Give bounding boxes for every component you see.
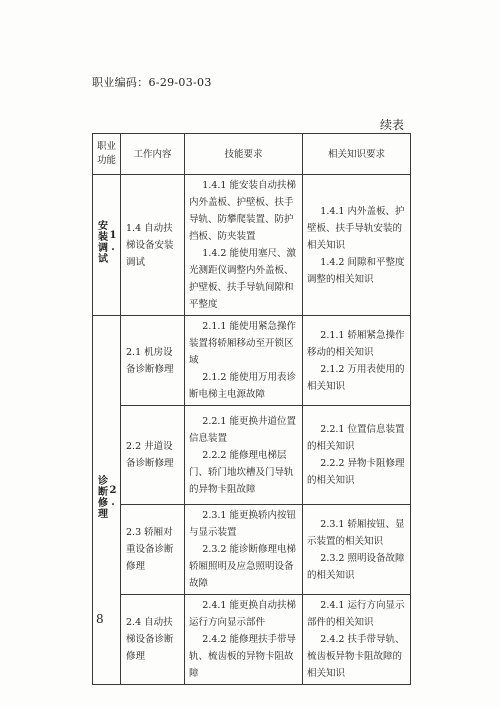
knowledge-cell bbox=[303, 505, 411, 595]
knowledge-item: 2.2.1 位置信息装置的相关知识 bbox=[307, 424, 405, 452]
header-skill-requirements: 技能要求 bbox=[185, 134, 303, 175]
knowledge-cell bbox=[303, 595, 411, 685]
knowledge-item: 2.3.1 轿厢按钮、显示装置的相关知识 bbox=[307, 518, 405, 547]
skill-item: 2.1.1 能使用紧急操作装置将轿厢移动至开锁区域 bbox=[189, 321, 296, 366]
skill-item: 2.3.2 能诊断修理电梯轿厢照明及应急照明设备故障 bbox=[189, 544, 296, 589]
knowledge-cell bbox=[303, 406, 411, 505]
knowledge-item: 1.4.1 内外盖板、护壁板、扶手导轨安装的相关知识 bbox=[307, 205, 405, 251]
knowledge-cell bbox=[303, 175, 411, 316]
continued-label: 续表 bbox=[379, 118, 404, 132]
skill-item: 1.4.2 能使用塞尺、激光测距仪调整内外盖板、护壁板、扶手导轨间隙和平整度 bbox=[189, 248, 296, 310]
skill-item: 2.2.2 能修理电梯层门、轿门地坎槽及门导轨的异物卡阻故障 bbox=[189, 449, 294, 495]
skill-item: 2.3.1 能更换轿内按钮与显示装置 bbox=[189, 510, 296, 538]
skills-cell bbox=[185, 505, 303, 595]
knowledge-item: 2.4.1 运行方向显示部件的相关知识 bbox=[307, 600, 405, 628]
knowledge-item: 2.4.2 扶手带导轨、梳齿板异物卡阻故障的相关知识 bbox=[307, 634, 405, 679]
function-cell-diagnose bbox=[93, 316, 121, 685]
header-function bbox=[93, 134, 121, 175]
skills-cell bbox=[185, 406, 303, 505]
skills-cell bbox=[185, 175, 303, 316]
work-content-cell: 2.2 井道设备诊断修理 bbox=[121, 406, 185, 505]
table-row bbox=[93, 406, 411, 505]
skill-item: 1.4.1 能安装自动扶梯内外盖板、护壁板、扶手导轨、防攀爬装置、防护挡板、防夹装置 bbox=[189, 180, 296, 242]
function-label-diagnose: 2. 诊断修理 bbox=[95, 475, 119, 519]
knowledge-item: 2.1.1 轿厢紧急操作移动的相关知识 bbox=[307, 329, 405, 358]
work-content-cell: 2.1 机房设备诊断修理 bbox=[121, 316, 185, 406]
work-content-cell: 2.3 轿厢对重设备诊断修理 bbox=[121, 505, 185, 595]
skill-item: 2.4.2 能修理扶手带导轨、梳齿板的异物卡阻故障 bbox=[189, 634, 296, 679]
work-content-cell: 1.4 自动扶梯设备安装调试 bbox=[121, 175, 185, 316]
job-code: 职业编码：6-29-03-03 bbox=[92, 76, 212, 89]
skill-item: 2.2.1 能更换井道位置信息装置 bbox=[189, 415, 296, 444]
knowledge-item: 2.1.2 万用表使用的相关知识 bbox=[307, 363, 405, 392]
table-row bbox=[93, 505, 411, 595]
requirements-table bbox=[92, 133, 411, 685]
table-header-row bbox=[93, 134, 411, 175]
skill-item: 2.1.2 能使用万用表诊断电梯主电源故障 bbox=[189, 372, 296, 400]
skills-cell bbox=[185, 316, 303, 406]
function-label-install: 1. 安装调试 bbox=[95, 220, 119, 264]
page-number: 8 bbox=[96, 612, 104, 626]
table-row bbox=[93, 175, 411, 316]
table-row bbox=[93, 316, 411, 406]
skills-cell bbox=[185, 595, 303, 685]
knowledge-cell bbox=[303, 316, 411, 406]
work-content-cell: 2.4 自动扶梯设备诊断修理 bbox=[121, 595, 185, 685]
header-work-content: 工作内容 bbox=[121, 134, 185, 175]
knowledge-item: 2.2.2 异物卡阻修理的相关知识 bbox=[307, 458, 405, 486]
header-function-text: 职业 功能 bbox=[96, 141, 116, 166]
knowledge-item: 1.4.2 间隙和平整度调整的相关知识 bbox=[307, 256, 405, 285]
header-knowledge-requirements: 相关知识要求 bbox=[303, 134, 411, 175]
knowledge-item: 2.3.2 照明设备故障的相关知识 bbox=[307, 552, 405, 581]
table-row bbox=[93, 595, 411, 685]
skill-item: 2.4.1 能更换自动扶梯运行方向显示部件 bbox=[189, 600, 296, 628]
function-cell-install bbox=[93, 175, 121, 316]
